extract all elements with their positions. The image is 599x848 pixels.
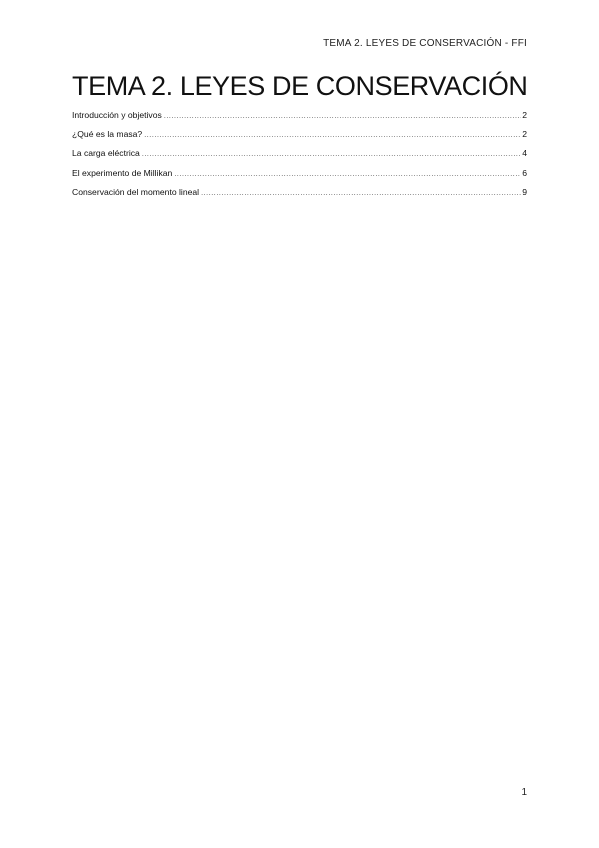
toc-entry-momento-lineal[interactable]	[72, 187, 527, 206]
toc-dot-leader	[142, 151, 521, 158]
toc-entry-page: 2	[522, 110, 527, 120]
toc-entry-label: El experimento de Millikan	[72, 167, 173, 178]
toc-entry-label: ¿Qué es la masa?	[72, 129, 143, 140]
running-header: TEMA 2. LEYES DE CONSERVACIÓN - FFI	[323, 38, 527, 49]
toc-dot-leader	[201, 190, 521, 197]
toc-dot-leader	[164, 113, 521, 120]
toc-dot-leader	[174, 171, 521, 178]
document-title: TEMA 2. LEYES DE CONSERVACIÓN	[72, 71, 528, 101]
toc-entry-label: La carga eléctrica	[72, 148, 140, 159]
toc-entry-masa[interactable]	[72, 129, 527, 148]
toc-entry-page: 4	[522, 148, 527, 159]
toc-dot-leader	[144, 132, 521, 139]
toc-entry-page: 2	[522, 129, 527, 140]
toc-entry-page: 6	[522, 167, 527, 178]
toc-entry-millikan[interactable]	[72, 168, 527, 187]
page-number: 1	[521, 787, 527, 798]
toc-entry-label: Introducción y objetivos	[72, 110, 162, 120]
toc-entry-label: Conservación del momento lineal	[72, 186, 200, 197]
toc-entry-introduccion[interactable]	[72, 110, 527, 129]
toc-entry-page: 9	[522, 186, 527, 197]
table-of-contents	[72, 110, 527, 206]
toc-entry-carga-electrica[interactable]	[72, 148, 527, 167]
